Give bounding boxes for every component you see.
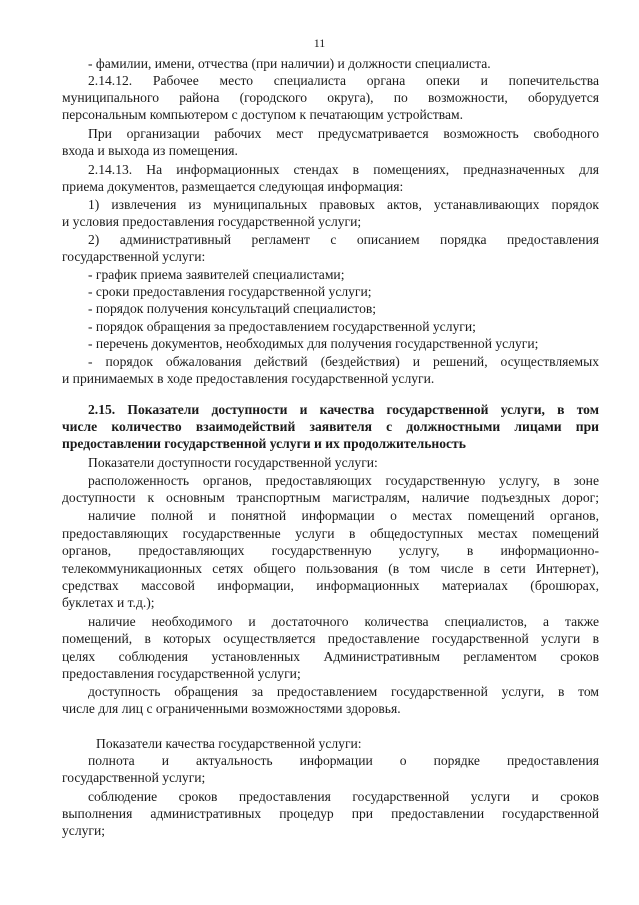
text-line: персональным компьютером с доступом к печатающим устройствам.: [62, 107, 464, 122]
section-heading: предоставлении государственной услуги и их продолжительность: [62, 436, 466, 451]
page-number: 11: [313, 36, 326, 50]
text-line: наличие полной и понятной информации о местах помещений органов,: [88, 508, 599, 523]
text-line: наличие необходимого и достаточного количества специалистов, а также: [88, 614, 599, 629]
text-line: буклетах и т.д.);: [62, 595, 155, 610]
text-line: помещений, в которых осуществляется предоставление государственной услуги в: [62, 631, 599, 646]
text-line: выполнения административных процедур при предоставлении государственной: [62, 806, 599, 821]
text-line: - график приема заявителей специалистами;: [88, 267, 345, 282]
section-heading: 2.15. Показатели доступности и качества государственной услуги, в том: [88, 402, 599, 417]
text-line: муниципального района (городского округа), по возможности, оборудуется: [62, 90, 599, 105]
text-line: Показатели качества государственной услуги:: [96, 736, 362, 751]
text-line: органов, предоставляющих государственную услугу, в информационно-: [62, 543, 599, 558]
text-line: - фамилии, имени, отчества (при наличии) и должности специалиста.: [88, 56, 491, 71]
text-line: целях соблюдения установленных Административным регламентом сроков: [62, 649, 599, 664]
text-line: - перечень документов, необходимых для получения государственной услуги;: [88, 336, 539, 351]
text-line: телекоммуникационных сетях общего пользования (в том числе в сети Интернет),: [62, 561, 599, 576]
text-line: государственной услуги:: [62, 249, 206, 264]
text-line: 1) извлечения из муниципальных правовых актов, устанавливающих порядок: [88, 197, 599, 212]
text-line: - порядок обжалования действий (бездействия) и решений, осуществляемых: [88, 354, 599, 369]
text-line: 2) административный регламент с описанием порядка предоставления: [88, 232, 599, 247]
text-line: средствах массовой информации, информационных материалах (брошюрах,: [62, 578, 599, 593]
text-line: числе для лиц с ограниченными возможностями здоровья.: [62, 701, 401, 716]
text-line: соблюдение сроков предоставления государственной услуги и сроков: [88, 789, 599, 804]
text-line: услуги;: [62, 823, 106, 838]
text-line: и условия предоставления государственной услуги;: [62, 214, 362, 229]
text-line: государственной услуги;: [62, 770, 206, 785]
text-line: доступности к основным транспортным магистралям, наличие подъездных дорог;: [62, 490, 599, 505]
section-heading: числе количество взаимодействий заявителя с должностными лицами при: [62, 419, 599, 434]
text-line: - порядок получения консультаций специалистов;: [88, 301, 377, 316]
text-line: входа и выхода из помещения.: [62, 143, 238, 158]
text-line: доступность обращения за предоставлением государственной услуги, в том: [88, 684, 599, 699]
text-line: приема документов, размещается следующая информация:: [62, 179, 404, 194]
text-line: 2.14.12. Рабочее место специалиста органа опеки и попечительства: [88, 73, 599, 88]
text-line: 2.14.13. На информационных стендах в помещениях, предназначенных для: [88, 162, 599, 177]
text-line: - сроки предоставления государственной услуги;: [88, 284, 372, 299]
text-line: предоставления государственной услуги;: [62, 666, 301, 681]
text-line: полнота и актуальность информации о порядке предоставления: [88, 753, 599, 768]
text-line: При организации рабочих мест предусматривается возможность свободного: [88, 126, 599, 141]
text-line: Показатели доступности государственной услуги:: [88, 455, 378, 470]
text-line: предоставляющих государственные услуги в общедоступных местах помещений: [62, 526, 599, 541]
text-line: и принимаемых в ходе предоставления государственной услуги.: [62, 371, 435, 386]
text-line: - порядок обращения за предоставлением государственной услуги;: [88, 319, 476, 334]
text-line: расположенность органов, предоставляющих государственную услугу, в зоне: [88, 473, 599, 488]
